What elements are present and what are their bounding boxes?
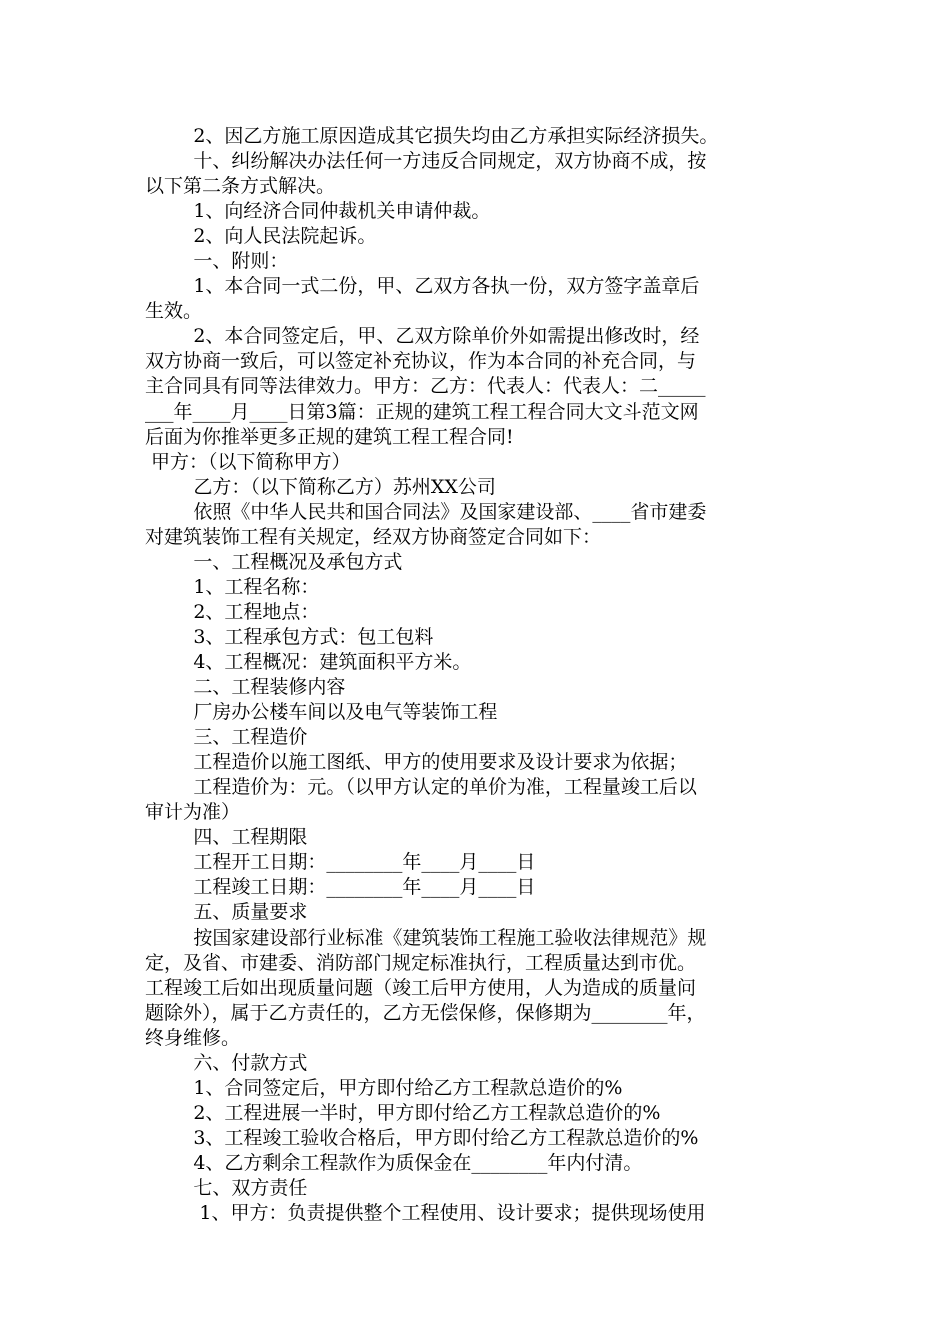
text-line: 2、工程进展一半时，甲方即付给乙方工程款总造价的% [145, 1101, 661, 1124]
text-line: 2、因乙方施工原因造成其它损失均由乙方承担实际经济损失。 [145, 125, 719, 147]
text-line: 终身维修。 [145, 1026, 241, 1049]
text-line: 4、乙方剩余工程款作为质保金在________年内付清。 [145, 1151, 643, 1174]
text-line: 1、本合同一式二份，甲、乙双方各执一份，双方签字盖章后 [145, 275, 700, 298]
text-line: 工程竣工日期：________年____月____日 [145, 876, 536, 899]
text-line: 六、付款方式 [145, 1051, 308, 1074]
text-line: 厂房办公楼车间以及电气等装饰工程 [145, 701, 498, 724]
text-line: 五、质量要求 [145, 901, 308, 924]
text-line: 1、合同签定后，甲方即付给乙方工程款总造价的% [145, 1076, 623, 1099]
text-line: 题除外），属于乙方责任的，乙方无偿保修，保修期为________年， [145, 1001, 706, 1024]
text-line: ___年____月____日第3篇：正规的建筑工程工程合同大文斗范文网 [145, 400, 699, 423]
text-line: 十、纠纷解决办法任何一方违反合同规定，双方协商不成，按 [145, 150, 707, 173]
text-line: 按国家建设部行业标准《建筑装饰工程施工验收法律规范》规 [145, 926, 707, 949]
text-line: 七、双方责任 [145, 1176, 308, 1199]
text-line: 1、甲方：负责提供整个工程使用、设计要求；提供现场使用 [145, 1202, 706, 1225]
text-line: 定，及省、市建委、消防部门规定标准执行，工程质量达到市优。 [145, 951, 697, 974]
text-line: 甲方：（以下简称甲方） [145, 450, 351, 473]
text-line: 主合同具有同等法律效力。甲方：乙方：代表人：代表人：二_____ [145, 375, 706, 398]
text-line: 2、向人民法院起诉。 [145, 225, 377, 248]
text-line: 依照《中华人民共和国合同法》及国家建设部、____省市建委 [145, 500, 707, 523]
text-line: 对建筑装饰工程有关规定，经双方协商签定合同如下： [145, 525, 602, 548]
text-line: 2、本合同签定后，甲、乙双方除单价外如需提出修改时，经 [145, 325, 700, 348]
text-line: 3、工程承包方式：包工包料 [145, 625, 434, 648]
text-line: 工程造价以施工图纸、甲方的使用要求及设计要求为依据； [145, 751, 688, 774]
text-line: 以下第二条方式解决。 [145, 175, 336, 198]
text-line: 一、工程概况及承包方式 [145, 550, 403, 573]
text-line: 2、工程地点： [145, 600, 320, 623]
text-line: 乙方：（以下简称乙方）苏州XX公司 [145, 475, 496, 498]
text-line: 1、向经济合同仲裁机关申请仲裁。 [145, 200, 491, 223]
document-body [145, 124, 825, 1226]
text-line: 4、工程概况：建筑面积平方米。 [145, 650, 472, 673]
text-line: 四、工程期限 [145, 826, 308, 849]
text-line: 工程开工日期：________年____月____日 [145, 851, 536, 874]
text-line: 1、工程名称： [145, 575, 320, 598]
text-line: 双方协商一致后，可以签定补充协议，作为本合同的补充合同，与 [145, 350, 697, 373]
text-line: 三、工程造价 [145, 726, 308, 749]
text-line: 生效。 [145, 300, 203, 323]
text-line: 审计为准） [145, 801, 241, 824]
text-line: 二、工程装修内容 [145, 676, 346, 699]
text-line: 工程竣工后如出现质量问题（竣工后甲方使用，人为造成的质量问 [145, 976, 697, 999]
text-line: 一、附则： [145, 250, 289, 273]
text-line: 工程造价为：元。（以甲方认定的单价为准，工程量竣工后以 [145, 776, 697, 799]
text-line: 3、工程竣工验收合格后，甲方即付给乙方工程款总造价的% [145, 1126, 699, 1149]
text-line: 后面为你推举更多正规的建筑工程工程合同! [145, 425, 514, 448]
